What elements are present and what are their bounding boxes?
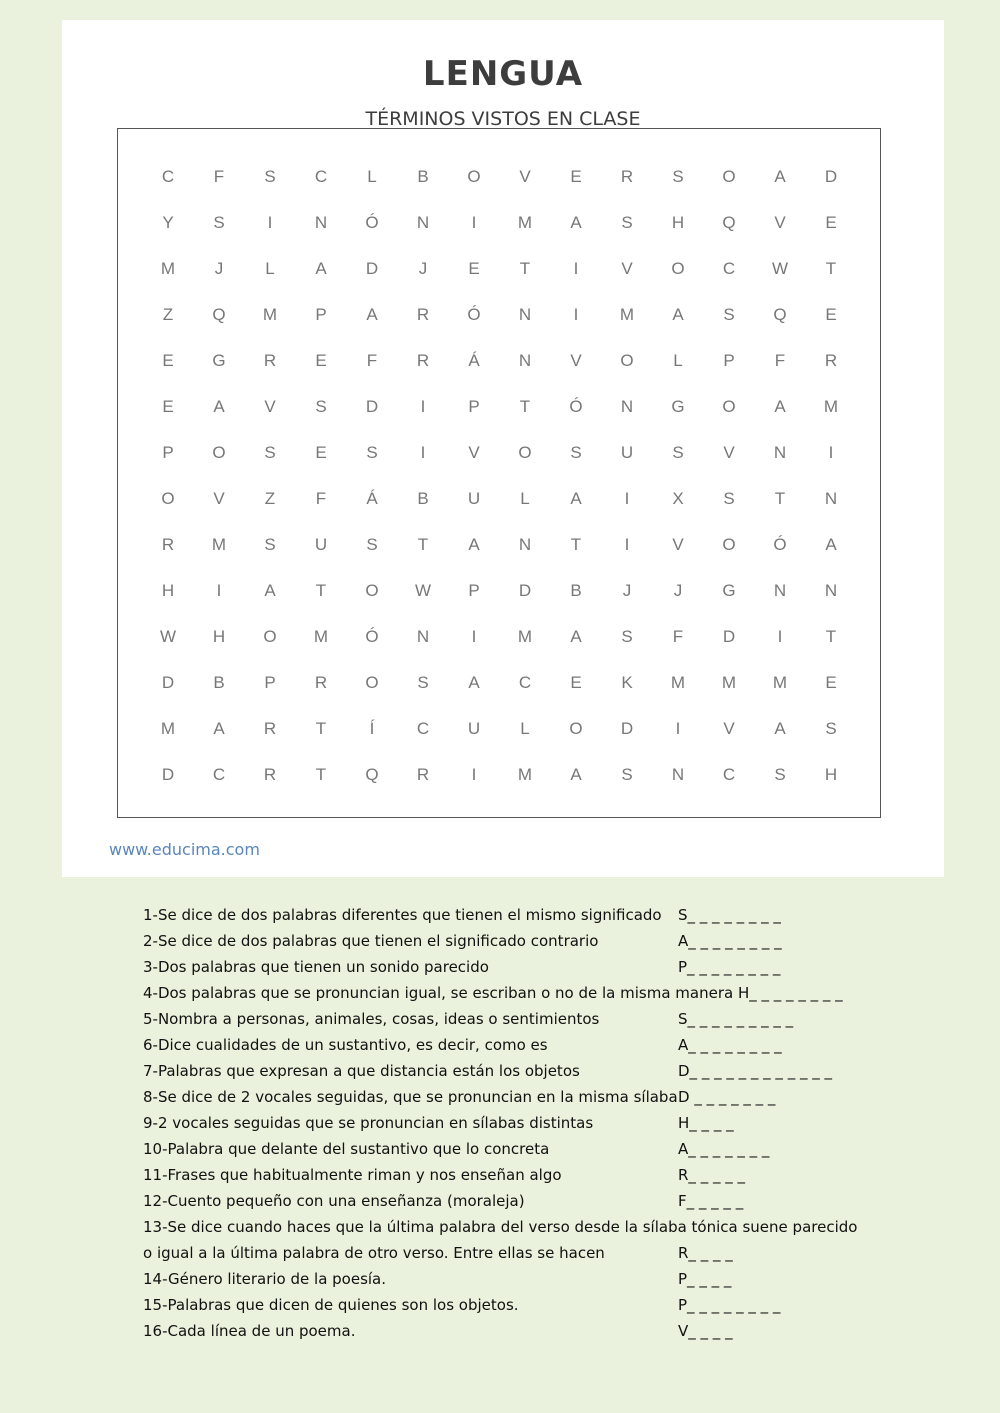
grid-letter[interactable]: O: [569, 719, 583, 738]
clue-text: 2-Se dice de dos palabras que tienen el significado contrario: [143, 932, 599, 950]
grid-letter[interactable]: O: [722, 535, 736, 554]
grid-letter[interactable]: G: [671, 397, 685, 416]
grid-letter[interactable]: R: [416, 351, 430, 370]
grid-letter[interactable]: M: [211, 535, 227, 554]
grid-row: [118, 484, 880, 514]
grid-row: [118, 622, 880, 652]
grid-letter[interactable]: O: [671, 259, 685, 278]
grid-letter[interactable]: R: [263, 719, 277, 738]
answer-blank[interactable]: A_ _ _ _ _ _ _ _: [678, 1036, 782, 1054]
grid-letter[interactable]: P: [315, 305, 327, 324]
grid-letter[interactable]: T: [315, 719, 327, 738]
grid-letter[interactable]: M: [670, 673, 686, 692]
grid-letter[interactable]: U: [467, 489, 481, 508]
clue-text: 14-Género literario de la poesía.: [143, 1270, 387, 1288]
grid-letter[interactable]: E: [315, 351, 327, 370]
grid-letter[interactable]: M: [517, 627, 533, 646]
clue-text: 11-Frases que habitualmente riman y nos enseñan algo: [143, 1166, 562, 1184]
answer-blank[interactable]: H_ _ _ _: [678, 1114, 734, 1132]
grid-letter[interactable]: R: [416, 305, 430, 324]
grid-letter[interactable]: A: [366, 305, 378, 324]
grid-letter[interactable]: F: [213, 167, 225, 186]
grid-letter[interactable]: I: [573, 259, 579, 278]
grid-letter[interactable]: N: [416, 627, 430, 646]
grid-letter[interactable]: R: [620, 167, 634, 186]
grid-letter[interactable]: V: [213, 489, 225, 508]
clue-text: 15-Palabras que dicen de quienes son los objetos.: [143, 1296, 519, 1314]
answer-blank[interactable]: S_ _ _ _ _ _ _ _ _: [678, 1010, 794, 1028]
grid-letter[interactable]: O: [620, 351, 634, 370]
grid-letter[interactable]: I: [420, 397, 426, 416]
grid-letter[interactable]: M: [262, 305, 278, 324]
source-url: www.educima.com: [109, 840, 260, 859]
clue-item: [143, 980, 863, 1006]
grid-letter[interactable]: H: [161, 581, 175, 600]
grid-letter[interactable]: B: [417, 167, 429, 186]
answer-blank[interactable]: P_ _ _ _: [678, 1270, 732, 1288]
grid-letter[interactable]: S: [774, 765, 786, 784]
grid-letter[interactable]: N: [518, 535, 532, 554]
clue-text: 5-Nombra a personas, animales, cosas, ideas o sentimientos: [143, 1010, 600, 1028]
grid-letter[interactable]: I: [624, 489, 630, 508]
grid-letter[interactable]: D: [161, 673, 175, 692]
grid-letter[interactable]: S: [723, 305, 735, 324]
grid-row: [118, 208, 880, 238]
grid-letter[interactable]: I: [777, 627, 783, 646]
grid-letter[interactable]: I: [267, 213, 273, 232]
grid-letter[interactable]: D: [824, 167, 838, 186]
grid-letter[interactable]: H: [671, 213, 685, 232]
grid-letter[interactable]: A: [825, 535, 837, 554]
grid-letter[interactable]: S: [825, 719, 837, 738]
grid-letter[interactable]: M: [823, 397, 839, 416]
grid-letter[interactable]: B: [570, 581, 582, 600]
grid-letter[interactable]: D: [365, 259, 379, 278]
clue-text: 13-Se dice cuando haces que la última palabra del verso desde la sílaba tónica suene parecido: [143, 1218, 858, 1236]
grid-letter[interactable]: F: [672, 627, 684, 646]
grid-letter[interactable]: S: [723, 489, 735, 508]
grid-letter[interactable]: D: [722, 627, 736, 646]
grid-letter[interactable]: Z: [162, 305, 174, 324]
clue-item: [143, 1084, 863, 1110]
answer-blank[interactable]: R_ _ _ _: [678, 1244, 733, 1262]
answer-blank[interactable]: S_ _ _ _ _ _ _ _: [678, 906, 781, 924]
grid-letter[interactable]: Ó: [569, 397, 583, 416]
grid-row: [118, 346, 880, 376]
grid-letter[interactable]: S: [417, 673, 429, 692]
grid-letter[interactable]: Q: [212, 305, 226, 324]
grid-row: [118, 668, 880, 698]
grid-letter[interactable]: E: [825, 305, 837, 324]
grid-letter[interactable]: V: [468, 443, 480, 462]
grid-letter[interactable]: R: [263, 351, 277, 370]
clue-item: [143, 1032, 863, 1058]
answer-blank[interactable]: A_ _ _ _ _ _ _: [678, 1140, 770, 1158]
grid-letter[interactable]: B: [417, 489, 429, 508]
grid-letter[interactable]: J: [673, 581, 683, 600]
clue-item: [143, 1266, 863, 1292]
grid-letter[interactable]: T: [825, 259, 837, 278]
grid-letter[interactable]: V: [519, 167, 531, 186]
grid-row: [118, 392, 880, 422]
grid-letter[interactable]: G: [722, 581, 736, 600]
grid-letter[interactable]: M: [772, 673, 788, 692]
grid-letter[interactable]: H: [824, 765, 838, 784]
grid-letter[interactable]: E: [570, 167, 582, 186]
grid-letter[interactable]: Z: [264, 489, 276, 508]
clue-item: [143, 1214, 863, 1240]
grid-letter[interactable]: L: [520, 719, 530, 738]
clue-item: [143, 1292, 863, 1318]
grid-letter[interactable]: S: [621, 213, 633, 232]
grid-letter[interactable]: I: [624, 535, 630, 554]
grid-letter[interactable]: I: [420, 443, 426, 462]
grid-letter[interactable]: A: [570, 765, 582, 784]
grid-letter[interactable]: N: [314, 213, 328, 232]
grid-letter[interactable]: S: [366, 443, 378, 462]
grid-letter[interactable]: V: [621, 259, 633, 278]
grid-letter[interactable]: E: [570, 673, 582, 692]
grid-letter[interactable]: I: [828, 443, 834, 462]
clue-text: o igual a la última palabra de otro verso. Entre ellas se hacen: [143, 1244, 605, 1262]
grid-letter[interactable]: A: [213, 719, 225, 738]
grid-letter[interactable]: O: [467, 167, 481, 186]
grid-letter[interactable]: S: [264, 443, 276, 462]
grid-letter[interactable]: Q: [773, 305, 787, 324]
grid-letter[interactable]: E: [825, 213, 837, 232]
grid-letter[interactable]: M: [721, 673, 737, 692]
grid-letter[interactable]: L: [520, 489, 530, 508]
grid-letter[interactable]: Y: [162, 213, 174, 232]
grid-letter[interactable]: I: [573, 305, 579, 324]
grid-letter[interactable]: N: [518, 305, 532, 324]
clue-text: 10-Palabra que delante del sustantivo que lo concreta: [143, 1140, 550, 1158]
grid-letter[interactable]: F: [774, 351, 786, 370]
word-search-grid: [117, 128, 881, 818]
grid-letter[interactable]: T: [315, 765, 327, 784]
grid-row: [118, 530, 880, 560]
grid-letter[interactable]: C: [161, 167, 175, 186]
grid-letter[interactable]: W: [771, 259, 789, 278]
grid-letter[interactable]: O: [263, 627, 277, 646]
clue-text: 12-Cuento pequeño con una enseñanza (moraleja): [143, 1192, 525, 1210]
grid-letter[interactable]: A: [570, 627, 582, 646]
grid-letter[interactable]: O: [518, 443, 532, 462]
grid-letter[interactable]: C: [212, 765, 226, 784]
grid-row: [118, 576, 880, 606]
answer-blank[interactable]: V_ _ _ _: [678, 1322, 733, 1340]
grid-letter[interactable]: Á: [366, 489, 378, 508]
grid-letter[interactable]: I: [471, 213, 477, 232]
grid-letter[interactable]: P: [723, 351, 735, 370]
grid-letter[interactable]: A: [774, 719, 786, 738]
grid-letter[interactable]: S: [264, 167, 276, 186]
clue-text: 1-Se dice de dos palabras diferentes que tienen el mismo significado: [143, 906, 662, 924]
grid-letter[interactable]: C: [722, 765, 736, 784]
grid-letter[interactable]: R: [161, 535, 175, 554]
grid-letter[interactable]: V: [570, 351, 582, 370]
grid-letter[interactable]: T: [519, 397, 531, 416]
grid-letter[interactable]: J: [214, 259, 224, 278]
grid-letter[interactable]: U: [620, 443, 634, 462]
grid-letter[interactable]: A: [468, 535, 480, 554]
clue-item: [143, 1162, 863, 1188]
grid-letter[interactable]: H: [212, 627, 226, 646]
grid-letter[interactable]: A: [570, 213, 582, 232]
grid-letter[interactable]: T: [825, 627, 837, 646]
grid-row: [118, 714, 880, 744]
grid-letter[interactable]: D: [518, 581, 532, 600]
grid-letter[interactable]: M: [517, 213, 533, 232]
grid-letter[interactable]: I: [471, 765, 477, 784]
grid-row: [118, 438, 880, 468]
grid-letter[interactable]: N: [773, 581, 787, 600]
answer-blank[interactable]: P_ _ _ _ _ _ _ _: [678, 958, 781, 976]
grid-letter[interactable]: Ó: [365, 627, 379, 646]
grid-letter[interactable]: P: [468, 581, 480, 600]
grid-letter[interactable]: M: [517, 765, 533, 784]
clue-item: [143, 1240, 863, 1266]
grid-letter[interactable]: I: [675, 719, 681, 738]
grid-letter[interactable]: F: [315, 489, 327, 508]
page-title: LENGUA: [422, 54, 584, 94]
grid-letter[interactable]: D: [365, 397, 379, 416]
answer-blank[interactable]: R_ _ _ _ _: [678, 1166, 745, 1184]
grid-letter[interactable]: J: [622, 581, 632, 600]
grid-letter[interactable]: R: [314, 673, 328, 692]
grid-letter[interactable]: A: [264, 581, 276, 600]
clue-item: [143, 1318, 863, 1344]
grid-letter[interactable]: M: [313, 627, 329, 646]
grid-letter[interactable]: T: [315, 581, 327, 600]
clue-item: [143, 1136, 863, 1162]
grid-letter[interactable]: V: [723, 443, 735, 462]
grid-letter[interactable]: V: [774, 213, 786, 232]
grid-letter[interactable]: M: [619, 305, 635, 324]
grid-letter[interactable]: L: [673, 351, 683, 370]
answer-blank[interactable]: D_ _ _ _ _ _ _ _ _ _ _ _: [678, 1062, 832, 1080]
grid-letter[interactable]: I: [216, 581, 222, 600]
grid-letter[interactable]: A: [213, 397, 225, 416]
grid-letter[interactable]: S: [672, 443, 684, 462]
clue-item: [143, 928, 863, 954]
grid-letter[interactable]: Ó: [467, 305, 481, 324]
grid-letter[interactable]: M: [160, 719, 176, 738]
grid-letter[interactable]: M: [160, 259, 176, 278]
grid-letter[interactable]: O: [161, 489, 175, 508]
grid-letter[interactable]: E: [162, 397, 174, 416]
grid-letter[interactable]: O: [722, 397, 736, 416]
grid-letter[interactable]: C: [416, 719, 430, 738]
grid-letter[interactable]: E: [825, 673, 837, 692]
grid-letter[interactable]: S: [672, 167, 684, 186]
grid-letter[interactable]: O: [212, 443, 226, 462]
grid-letter[interactable]: X: [672, 489, 684, 508]
grid-letter[interactable]: W: [159, 627, 177, 646]
clue-item: [143, 1110, 863, 1136]
grid-letter[interactable]: S: [366, 535, 378, 554]
clue-item: [143, 1058, 863, 1084]
grid-letter[interactable]: G: [212, 351, 226, 370]
clue-text: 7-Palabras que expresan a que distancia están los objetos: [143, 1062, 580, 1080]
grid-letter[interactable]: A: [315, 259, 327, 278]
grid-letter[interactable]: L: [367, 167, 377, 186]
grid-letter[interactable]: N: [518, 351, 532, 370]
grid-letter[interactable]: V: [672, 535, 684, 554]
answer-blank[interactable]: F_ _ _ _ _: [678, 1192, 744, 1210]
clue-text: 4-Dos palabras que se pronuncian igual, se escriban o no de la misma manera H_ _ _ _ _ _ _ _: [143, 984, 843, 1002]
grid-letter[interactable]: E: [162, 351, 174, 370]
grid-letter[interactable]: T: [417, 535, 429, 554]
grid-letter[interactable]: R: [263, 765, 277, 784]
grid-letter[interactable]: D: [161, 765, 175, 784]
grid-letter[interactable]: T: [519, 259, 531, 278]
grid-letter[interactable]: Ó: [365, 213, 379, 232]
answer-blank[interactable]: D _ _ _ _ _ _ _: [678, 1088, 776, 1106]
grid-letter[interactable]: A: [672, 305, 684, 324]
clue-item: [143, 1188, 863, 1214]
grid-letter[interactable]: N: [824, 581, 838, 600]
grid-letter[interactable]: U: [467, 719, 481, 738]
grid-letter[interactable]: J: [418, 259, 428, 278]
grid-letter[interactable]: P: [468, 397, 480, 416]
grid-letter[interactable]: O: [365, 581, 379, 600]
grid-letter[interactable]: N: [773, 443, 787, 462]
grid-letter[interactable]: Q: [365, 765, 379, 784]
grid-letter[interactable]: C: [314, 167, 328, 186]
grid-letter[interactable]: N: [671, 765, 685, 784]
clue-text: 6-Dice cualidades de un sustantivo, es decir, como es: [143, 1036, 548, 1054]
grid-letter[interactable]: Í: [369, 719, 375, 738]
grid-letter[interactable]: Ó: [773, 535, 787, 554]
grid-row: [118, 254, 880, 284]
grid-letter[interactable]: P: [264, 673, 276, 692]
grid-letter[interactable]: E: [468, 259, 480, 278]
grid-letter[interactable]: Á: [468, 351, 480, 370]
grid-letter[interactable]: I: [471, 627, 477, 646]
grid-letter[interactable]: A: [774, 167, 786, 186]
clue-text: 16-Cada línea de un poema.: [143, 1322, 356, 1340]
grid-letter[interactable]: W: [414, 581, 432, 600]
grid-letter[interactable]: N: [620, 397, 634, 416]
grid-letter[interactable]: V: [723, 719, 735, 738]
grid-letter[interactable]: Q: [722, 213, 736, 232]
clue-list: [143, 902, 863, 1344]
grid-row: [118, 162, 880, 192]
grid-letter[interactable]: T: [774, 489, 786, 508]
grid-letter[interactable]: L: [265, 259, 275, 278]
answer-blank[interactable]: A_ _ _ _ _ _ _ _: [678, 932, 782, 950]
grid-letter[interactable]: R: [824, 351, 838, 370]
grid-letter[interactable]: T: [570, 535, 582, 554]
grid-letter[interactable]: S: [213, 213, 225, 232]
clue-text: 9-2 vocales seguidas que se pronuncian en sílabas distintas: [143, 1114, 594, 1132]
grid-letter[interactable]: R: [416, 765, 430, 784]
clue-text: 8-Se dice de 2 vocales seguidas, que se pronuncian en la misma sílaba: [143, 1088, 678, 1106]
grid-letter[interactable]: F: [366, 351, 378, 370]
answer-blank[interactable]: P_ _ _ _ _ _ _ _: [678, 1296, 781, 1314]
grid-letter[interactable]: N: [824, 489, 838, 508]
grid-letter[interactable]: B: [213, 673, 225, 692]
grid-letter[interactable]: S: [570, 443, 582, 462]
grid-letter[interactable]: O: [722, 167, 736, 186]
worksheet-card: [62, 20, 944, 877]
grid-row: [118, 760, 880, 790]
grid-letter[interactable]: A: [468, 673, 480, 692]
grid-letter[interactable]: N: [416, 213, 430, 232]
grid-letter[interactable]: S: [264, 535, 276, 554]
grid-row: [118, 300, 880, 330]
clue-item: [143, 954, 863, 980]
grid-letter[interactable]: C: [722, 259, 736, 278]
grid-letter[interactable]: A: [774, 397, 786, 416]
grid-letter[interactable]: U: [314, 535, 328, 554]
clue-text: 3-Dos palabras que tienen un sonido parecido: [143, 958, 489, 976]
grid-letter[interactable]: K: [621, 673, 633, 692]
grid-letter[interactable]: S: [621, 765, 633, 784]
clue-item: [143, 902, 863, 928]
page-subtitle: TÉRMINOS VISTOS EN CLASE: [365, 108, 641, 130]
clue-item: [143, 1006, 863, 1032]
grid-letter[interactable]: V: [264, 397, 276, 416]
grid-letter[interactable]: S: [315, 397, 327, 416]
grid-letter[interactable]: O: [365, 673, 379, 692]
grid-letter[interactable]: P: [162, 443, 174, 462]
grid-letter[interactable]: C: [518, 673, 532, 692]
grid-letter[interactable]: A: [570, 489, 582, 508]
grid-letter[interactable]: D: [620, 719, 634, 738]
grid-letter[interactable]: S: [621, 627, 633, 646]
grid-letter[interactable]: E: [315, 443, 327, 462]
